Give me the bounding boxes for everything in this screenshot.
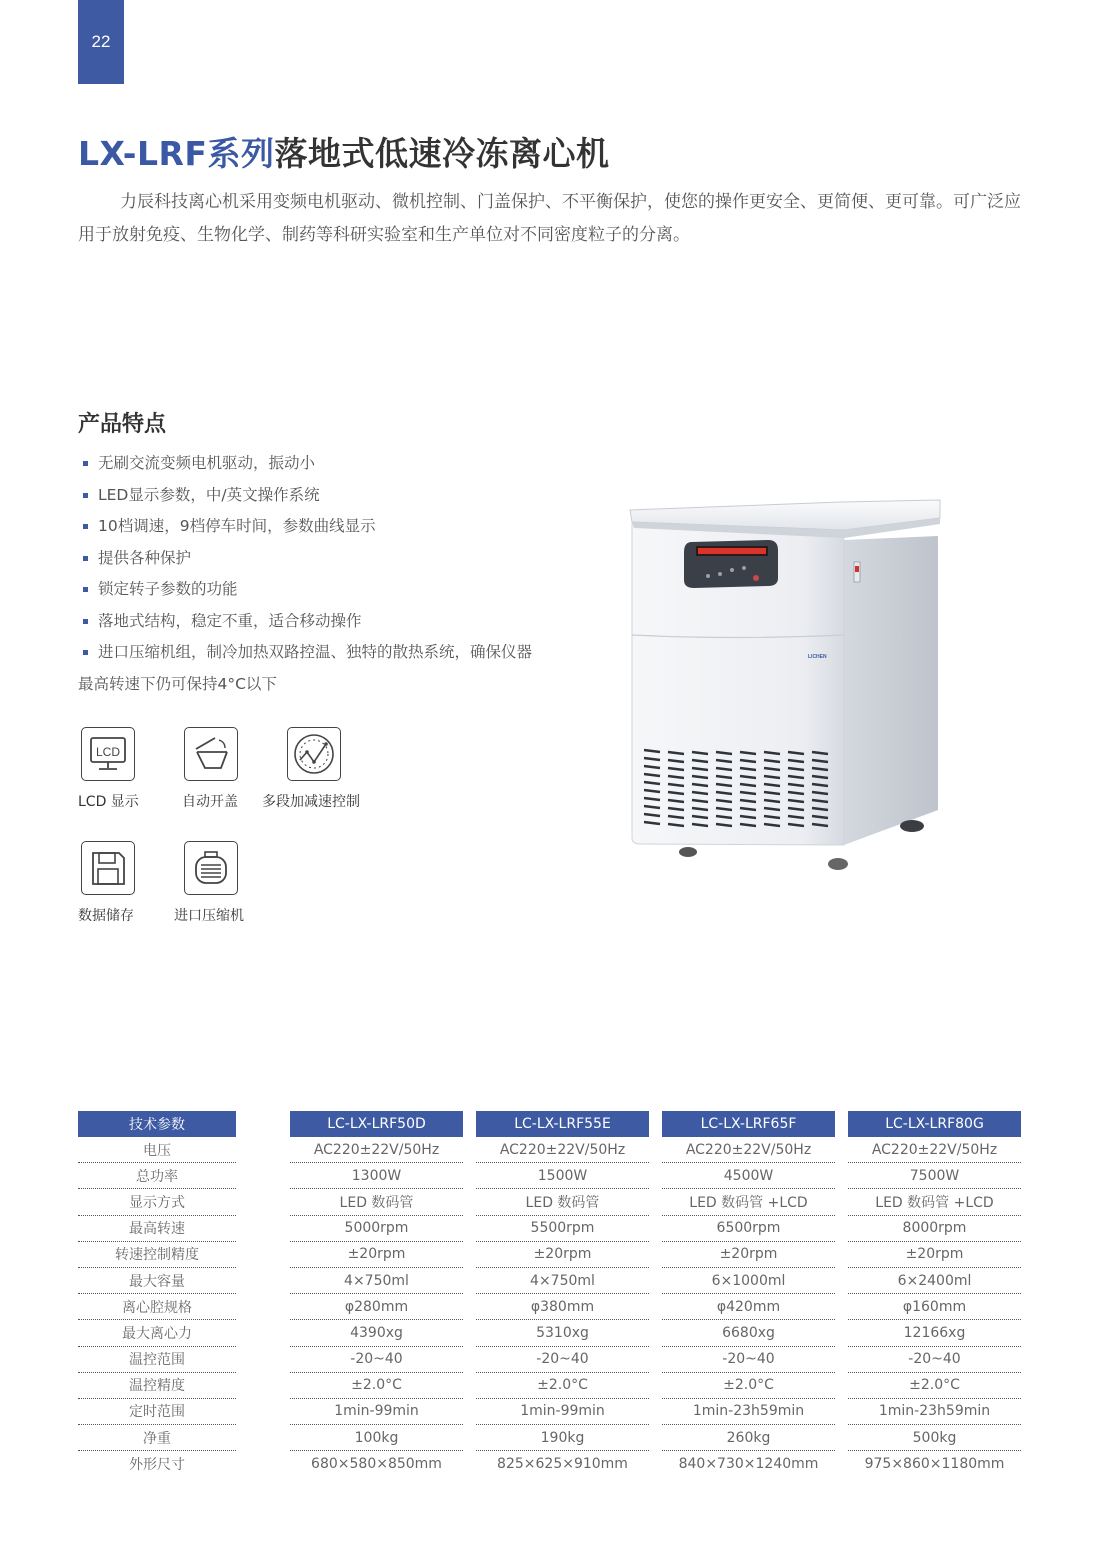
title-name: 落地式低速冷冻离心机 <box>274 134 610 173</box>
feature-item: LED显示参数，中/英文操作系统 <box>78 480 538 512</box>
table-row <box>78 1163 1021 1189</box>
spec-value: -20~40 <box>848 1347 1021 1373</box>
icon-label: 自动开盖 <box>182 794 238 810</box>
spec-header-row <box>78 1111 1021 1137</box>
page-title <box>78 128 609 175</box>
spec-value: φ160mm <box>848 1294 1021 1320</box>
feature-icon-compressor <box>174 841 244 924</box>
icon-label: 进口压缩机 <box>174 908 244 924</box>
feature-item: 锁定转子参数的功能 <box>78 574 538 606</box>
spec-value: -20~40 <box>662 1347 835 1373</box>
spec-value: 190kg <box>476 1425 649 1451</box>
spec-value: 12166xg <box>848 1320 1021 1346</box>
icon-label: 多段加减速控制 <box>262 794 360 810</box>
spec-value: 5310xg <box>476 1320 649 1346</box>
spec-header-label: 技术参数 <box>78 1111 236 1137</box>
spec-value: -20~40 <box>476 1347 649 1373</box>
spec-value: ±20rpm <box>662 1242 835 1268</box>
spec-value: -20~40 <box>290 1347 463 1373</box>
features-list <box>78 448 538 700</box>
spec-value: 840×730×1240mm <box>678 1456 819 1473</box>
spec-param: 温控精度 <box>78 1373 236 1399</box>
spec-table <box>78 1111 1021 1477</box>
bullet-icon <box>83 524 88 529</box>
spec-value: LED 数码管 +LCD <box>662 1189 835 1215</box>
spec-value: AC220±22V/50Hz <box>848 1137 1021 1163</box>
intro-paragraph: 力辰科技离心机采用变频电机驱动、微机控制、门盖保护、不平衡保护，使您的操作更安全、更简便、更可靠。可广泛应用于放射免疫、生物化学、制药等科研实验室和生产单位对不同密度粒子的分离。 <box>78 192 1021 245</box>
spec-value: LED 数码管 +LCD <box>848 1189 1021 1215</box>
table-row <box>78 1137 1021 1163</box>
spec-value: 7500W <box>848 1163 1021 1189</box>
feature-item: 无刷交流变频电机驱动，振动小 <box>78 448 538 480</box>
spec-value: 825×625×910mm <box>497 1456 628 1473</box>
spec-value: 975×860×1180mm <box>864 1456 1005 1473</box>
table-row <box>78 1216 1021 1242</box>
spec-value: 5500rpm <box>476 1216 649 1242</box>
feature-item: 落地式结构，稳定不重，适合移动操作 <box>78 606 538 638</box>
feature-icon-multi-speed <box>262 727 360 810</box>
svg-text:LICHEN: LICHEN <box>808 654 827 660</box>
feature-item: 10档调速，9档停车时间，参数曲线显示 <box>78 511 538 543</box>
title-series: LX-LRF系列 <box>78 134 275 173</box>
feature-item: 进口压缩机组，制冷加热双路控温、独特的散热系统，确保仪器最高转速下仍可保持4°C以下 <box>78 643 533 693</box>
spec-value: AC220±22V/50Hz <box>476 1137 649 1163</box>
spec-value: AC220±22V/50Hz <box>662 1137 835 1163</box>
speed-curve-icon <box>287 727 341 781</box>
spec-value: 500kg <box>848 1425 1021 1451</box>
feature-icon-data-storage <box>78 841 135 924</box>
centrifuge-product-image <box>622 490 952 884</box>
model-header: LC-LX-LRF80G <box>848 1111 1021 1137</box>
feature-icon-auto-lid <box>182 727 238 810</box>
floppy-disk-icon <box>81 841 135 895</box>
spec-value: ±20rpm <box>848 1242 1021 1268</box>
spec-value: 1300W <box>290 1163 463 1189</box>
spec-value: ±2.0°C <box>848 1373 1021 1399</box>
spec-value: 6×2400ml <box>848 1268 1021 1294</box>
spec-param: 最大容量 <box>78 1268 236 1294</box>
model-header: LC-LX-LRF65F <box>662 1111 835 1137</box>
icon-label: 数据储存 <box>78 908 134 924</box>
spec-value: 6×1000ml <box>662 1268 835 1294</box>
spec-value: 1min-23h59min <box>848 1399 1021 1425</box>
spec-value: 8000rpm <box>848 1216 1021 1242</box>
spec-value: 1500W <box>476 1163 649 1189</box>
spec-value: 680×580×850mm <box>311 1456 442 1473</box>
model-header: LC-LX-LRF50D <box>290 1111 463 1137</box>
svg-text:LCD: LCD <box>95 745 121 759</box>
table-row <box>78 1399 1021 1425</box>
table-row <box>78 1347 1021 1373</box>
table-row <box>78 1320 1021 1346</box>
spec-param: 最大离心力 <box>78 1320 236 1346</box>
model-header: LC-LX-LRF55E <box>476 1111 649 1137</box>
spec-param: 总功率 <box>78 1163 236 1189</box>
spec-value: 4390xg <box>290 1320 463 1346</box>
spec-param: 转速控制精度 <box>78 1242 236 1268</box>
spec-value: 4×750ml <box>290 1268 463 1294</box>
spec-value: 260kg <box>662 1425 835 1451</box>
lcd-display-icon <box>81 727 135 781</box>
spec-value: φ380mm <box>476 1294 649 1320</box>
spec-param: 定时范围 <box>78 1399 236 1425</box>
table-row <box>78 1425 1021 1451</box>
spec-param: 净重 <box>78 1425 236 1451</box>
bullet-icon <box>83 650 88 655</box>
table-row <box>78 1189 1021 1215</box>
spec-value: 4500W <box>662 1163 835 1189</box>
bullet-icon <box>83 619 88 624</box>
spec-value: 5000rpm <box>290 1216 463 1242</box>
spec-value: LED 数码管 <box>476 1189 649 1215</box>
spec-value: AC220±22V/50Hz <box>290 1137 463 1163</box>
table-row <box>78 1268 1021 1294</box>
compressor-icon <box>184 841 238 895</box>
auto-lid-icon <box>184 727 238 781</box>
bullet-icon <box>83 587 88 592</box>
spec-param: 外形尺寸 <box>129 1457 185 1474</box>
spec-value: 100kg <box>290 1425 463 1451</box>
spec-value: 1min-99min <box>290 1399 463 1425</box>
table-row <box>78 1242 1021 1268</box>
spec-value: φ420mm <box>662 1294 835 1320</box>
spec-param: 离心腔规格 <box>78 1294 236 1320</box>
table-row <box>78 1451 1021 1477</box>
spec-param: 温控范围 <box>78 1347 236 1373</box>
spec-value: LED 数码管 <box>290 1189 463 1215</box>
spec-value: 1min-99min <box>476 1399 649 1425</box>
page-number: 22 <box>91 32 111 51</box>
features-title: 产品特点 <box>78 412 167 437</box>
spec-param: 最高转速 <box>78 1216 236 1242</box>
spec-value: ±2.0°C <box>290 1373 463 1399</box>
spec-value: ±20rpm <box>476 1242 649 1268</box>
spec-value: φ280mm <box>290 1294 463 1320</box>
spec-value: 6680xg <box>662 1320 835 1346</box>
bullet-icon <box>83 556 88 561</box>
bullet-icon <box>83 493 88 498</box>
spec-value: ±20rpm <box>290 1242 463 1268</box>
spec-param: 显示方式 <box>78 1189 236 1215</box>
spec-param: 电压 <box>78 1137 236 1163</box>
spec-value: ±2.0°C <box>476 1373 649 1399</box>
bullet-icon <box>83 461 88 466</box>
icon-label: LCD 显示 <box>78 794 139 810</box>
table-row <box>78 1294 1021 1320</box>
spec-value: 1min-23h59min <box>662 1399 835 1425</box>
feature-icon-lcd <box>78 727 139 810</box>
spec-value: ±2.0°C <box>662 1373 835 1399</box>
feature-item: 提供各种保护 <box>78 543 538 575</box>
table-row <box>78 1373 1021 1399</box>
spec-value: 6500rpm <box>662 1216 835 1242</box>
spec-value: 4×750ml <box>476 1268 649 1294</box>
page-number-tab <box>78 0 124 84</box>
